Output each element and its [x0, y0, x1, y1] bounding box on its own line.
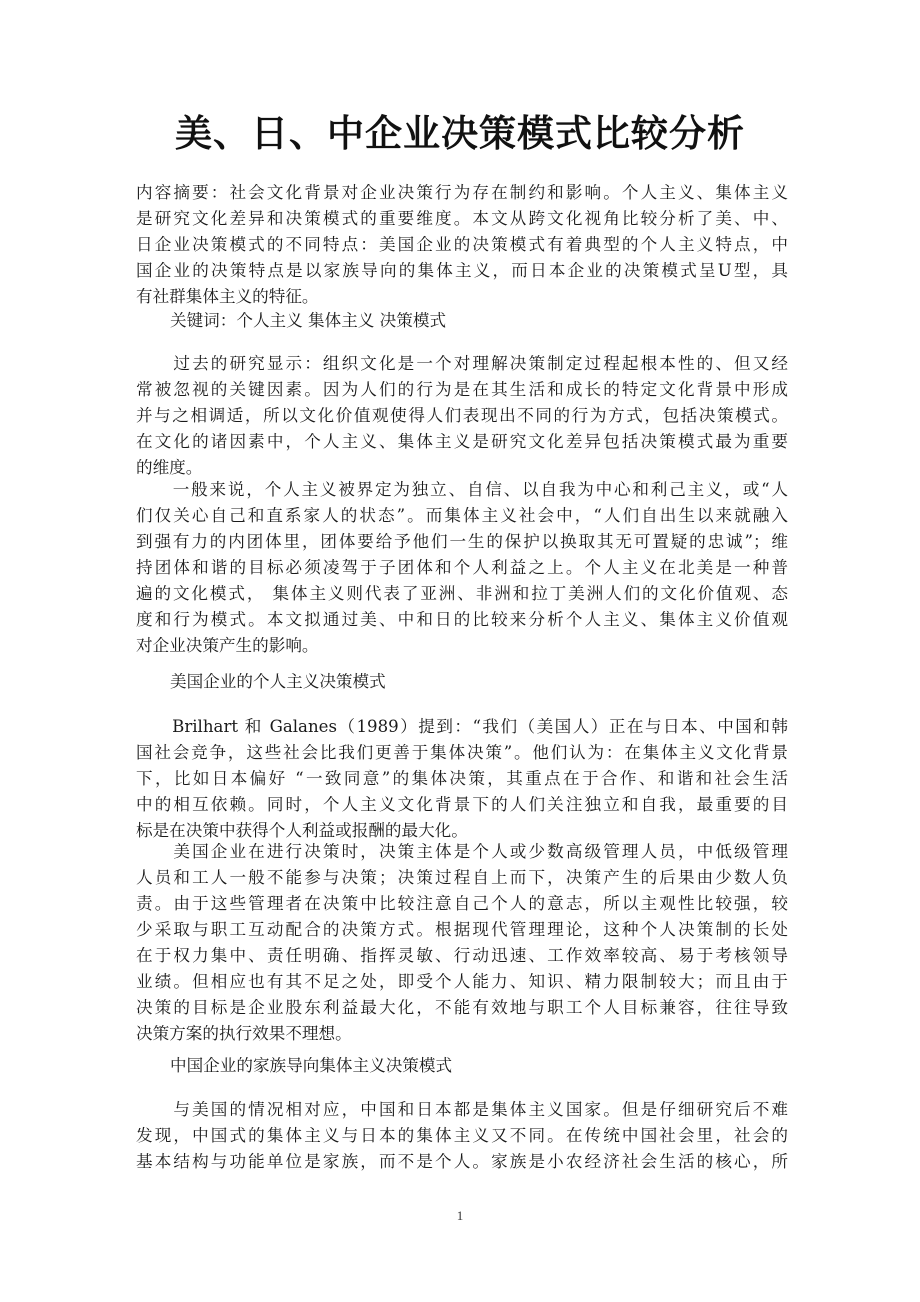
paragraph-line: 们仅关心自己和直系家人的状态”。而集体主义社会中，“人们自出生以来就融入	[136, 506, 788, 525]
page-number: 1	[456, 1208, 464, 1223]
paragraph-line: 人员和工人一般不能参与决策；决策过程自上而下，决策产生的后果由少数人负	[136, 868, 788, 887]
abstract-line: 内容摘要：社会文化背景对企业决策行为存在制约和影响。个人主义、集体主义	[136, 183, 788, 202]
paragraph-line: 业绩。但相应也有其不足之处，即受个人能力、知识、精力限制较大；而且由于	[136, 972, 788, 991]
paragraph-line: 持团体和谐的目标必须凌驾于子团体和个人利益之上。个人主义在北美是一种普	[136, 558, 788, 577]
paragraph-line: 并与之相调适，所以文化价值观使得人们表现出不同的行为方式，包括决策模式。	[136, 406, 788, 425]
paragraph-line: 决策的目标是企业股东利益最大化，不能有效地与职工个人目标兼容，往往导致	[136, 998, 788, 1017]
paragraph-line: 少采取与职工互动配合的决策方式。根据现代管理理论，这种个人决策制的长处	[136, 920, 788, 939]
paragraph-line: 遍的文化模式， 集体主义则代表了亚洲、非洲和拉丁美洲人们的文化价值观、态	[136, 584, 788, 603]
keywords: 关键词：个人主义 集体主义 决策模式	[170, 311, 447, 330]
paragraph-line: 对企业决策产生的影响。	[136, 636, 319, 655]
paragraph-line: 决策方案的执行效果不理想。	[136, 1024, 352, 1043]
paragraph-line: 常被忽视的关键因素。因为人们的行为是在其生活和成长的特定文化背景中形成	[136, 380, 788, 399]
abstract-line: 日企业决策模式的不同特点：美国企业的决策模式有着典型的个人主义特点，中	[136, 235, 788, 254]
paragraph-line: 美国企业在进行决策时，决策主体是个人或少数高级管理人员，中低级管理	[136, 842, 788, 861]
paragraph-line: 在于权力集中、责任明确、指挥灵敏、行动迅速、工作效率较高、易于考核领导	[136, 946, 788, 965]
paragraph-line: 到强有力的内团体里，团体要给予他们一生的保护以换取其无可置疑的忠诚”；维	[136, 532, 788, 551]
paragraph-line: 在文化的诸因素中，个人主义、集体主义是研究文化差异包括决策模式最为重要	[136, 432, 788, 451]
paragraph-line: 责。由于这些管理者在决策中比较注意自己个人的意志，所以主观性比较强，较	[136, 894, 788, 913]
abstract-line: 是研究文化差异和决策模式的重要维度。本文从跨文化视角比较分析了美、中、	[136, 209, 788, 228]
paragraph-line: 基本结构与功能单位是家族，而不是个人。家族是小农经济社会生活的核心，所	[136, 1152, 788, 1171]
paragraph-line: 与美国的情况相对应，中国和日本都是集体主义国家。但是仔细研究后不难	[136, 1100, 788, 1119]
section-heading: 中国企业的家族导向集体主义决策模式	[170, 1056, 453, 1075]
paragraph-line: Brilhart 和 Galanes（1989）提到：“我们（美国人）正在与日本、中国和韩	[136, 717, 788, 736]
document-title: 美、日、中企业决策模式比较分析	[175, 112, 745, 155]
paragraph-line: 度和行为模式。本文拟通过美、中和日的比较来分析个人主义、集体主义价值观	[136, 610, 788, 629]
section-heading: 美国企业的个人主义决策模式	[170, 672, 386, 691]
paragraph-line: 国社会竞争，这些社会比我们更善于集体决策”。他们认为：在集体主义文化背景	[136, 743, 788, 762]
paragraph-line: 过去的研究显示：组织文化是一个对理解决策制定过程起根本性的、但又经	[136, 354, 788, 373]
paragraph-line: 下，比如日本偏好 “一致同意”的集体决策，其重点在于合作、和谐和社会生活	[136, 769, 788, 788]
paragraph-line: 标是在决策中获得个人利益或报酬的最大化。	[136, 821, 468, 840]
paragraph-line: 中的相互依赖。同时，个人主义文化背景下的人们关注独立和自我，最重要的目	[136, 795, 788, 814]
paragraph-line: 发现，中国式的集体主义与日本的集体主义又不同。在传统中国社会里，社会的	[136, 1126, 788, 1145]
paragraph-line: 一般来说，个人主义被界定为独立、自信、以自我为中心和利己主义，或“人	[136, 480, 788, 499]
abstract-line: 有社群集体主义的特征。	[136, 287, 319, 306]
abstract-line: 国企业的决策特点是以家族导向的集体主义，而日本企业的决策模式呈U型，具	[136, 261, 788, 280]
paragraph-line: 的维度。	[136, 458, 203, 477]
